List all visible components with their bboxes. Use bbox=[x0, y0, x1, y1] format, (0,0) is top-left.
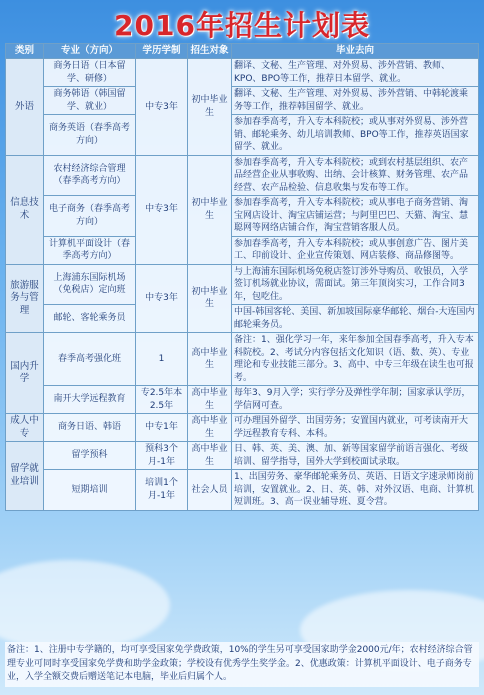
table-row bbox=[6, 196, 479, 237]
destination-cell: 与上海浦东国际机场免税店签订涉外导购员、收银员，入学签订机场就业协议，需面试。第三年顶岗实习，工作合同3年，包吃住。 bbox=[232, 264, 479, 305]
footnote: 备注：1、注册中专学籍的，均可享受国家免学费政策，10%的学生另可享受国家助学金2000元/年；农村经济综合管理专业可同时享受国家免学费和助学金政策；学校设有优秀学生奖学金。2、优惠政策：计算机平面设计、电子商务专业，入学全额交费后赠送笔记本电脑，毕业后归属个人。 bbox=[5, 642, 479, 687]
period-cell: 中专3年 bbox=[136, 155, 188, 264]
major-cell: 短期培训 bbox=[44, 470, 136, 511]
target-cell: 社会人员 bbox=[188, 470, 232, 511]
table-row bbox=[6, 155, 479, 196]
major-cell: 商务韩语（韩国留学、就业） bbox=[44, 87, 136, 115]
table-row bbox=[6, 386, 479, 414]
category-cell: 成人中专 bbox=[6, 414, 44, 442]
period-cell: 培训1个月-1年 bbox=[136, 470, 188, 511]
header-target: 招生对象 bbox=[188, 44, 232, 59]
major-cell: 春季高考强化班 bbox=[44, 333, 136, 386]
major-cell: 计算机平面设计（春季高考方向） bbox=[44, 236, 136, 264]
header-period: 学历学制 bbox=[136, 44, 188, 59]
table-row bbox=[6, 414, 479, 442]
destination-cell: 1、出国劳务、豪华邮轮乘务员、英语、日语文字速录师岗前培训，安置就业。2、日、英、韩、对外汉语、电商、计算机短训班。3、高一误业辅导班、夏令营。 bbox=[232, 470, 479, 511]
major-cell: 商务日语（日本留学、研修） bbox=[44, 59, 136, 87]
major-cell: 农村经济综合管理（春季高考方向） bbox=[44, 155, 136, 196]
major-cell: 商务英语（春季高考方向） bbox=[44, 115, 136, 156]
enrollment-table bbox=[5, 43, 479, 511]
cloud bbox=[0, 560, 170, 650]
target-cell: 高中毕业生 bbox=[188, 442, 232, 470]
destination-cell: 备注：1、强化学习一年，来年参加全国春季高考，升入专本科院校。2、考试分内容包括文化知识（语、数、英）、专业理论和专业技能三部分。3、高中、中专三年级在读生也可报考。 bbox=[232, 333, 479, 386]
page-title: 2016年招生计划表 bbox=[114, 9, 370, 42]
destination-cell: 可办理国外留学、出国劳务；安置国内就业，可考读南开大学远程教育专科、本科。 bbox=[232, 414, 479, 442]
major-cell: 南开大学远程教育 bbox=[44, 386, 136, 414]
category-cell: 留学就业培训 bbox=[6, 442, 44, 511]
major-cell: 留学预科 bbox=[44, 442, 136, 470]
major-cell: 商务日语、韩语 bbox=[44, 414, 136, 442]
destination-cell: 参加春季高考，升入专本科院校；或到农村基层组织、农产品经营企业从事收购、出纳、会计核算、财务管理、农产品经营、农产品检验、信息收集与发布等工作。 bbox=[232, 155, 479, 196]
destination-cell: 翻译、文秘、生产管理、对外贸易、涉外营销、中韩轮渡乘务等工作，推荐韩国留学、就业。 bbox=[232, 87, 479, 115]
destination-cell: 参加春季高考，升入专本科院校；或从事创意广告、图片美工、印前设计、企业宣传策划、网店装修、商品修图等。 bbox=[232, 236, 479, 264]
major-cell: 电子商务（春季高考方向） bbox=[44, 196, 136, 237]
category-cell: 外语 bbox=[6, 59, 44, 156]
destination-cell: 翻译、文秘、生产管理、对外贸易、涉外营销、教师、KPO、BPO等工作，推荐日本留学、就业。 bbox=[232, 59, 479, 87]
period-cell: 专2.5年本2.5年 bbox=[136, 386, 188, 414]
target-cell: 高中毕业生 bbox=[188, 414, 232, 442]
category-cell: 信息技术 bbox=[6, 155, 44, 264]
table-header bbox=[6, 44, 479, 59]
table-row bbox=[6, 305, 479, 333]
header-major: 专业（方向） bbox=[44, 44, 136, 59]
major-cell: 上海浦东国际机场（免税店）定向班 bbox=[44, 264, 136, 305]
destination-cell: 参加春季高考，升入专本科院校；或从事对外贸易、涉外营销、邮轮乘务、幼儿培训教师、BPO等工作，推荐英语国家留学、就业。 bbox=[232, 115, 479, 156]
category-cell: 国内升学 bbox=[6, 333, 44, 414]
table-row bbox=[6, 59, 479, 87]
major-cell: 邮轮、客轮乘务员 bbox=[44, 305, 136, 333]
table-row bbox=[6, 115, 479, 156]
destination-cell: 参加春季高考，升入专本科院校；或从事电子商务营销、淘宝网店设计、淘宝店铺运营；与阿里巴巴、天猫、淘宝、慧聪网等网络店铺合作，淘宝营销客服人员。 bbox=[232, 196, 479, 237]
target-cell: 高中毕业生 bbox=[188, 333, 232, 386]
destination-cell: 日、韩、英、美、澳、加、新等国家留学前语言强化、考级培训、留学指导，国外大学到校面试录取。 bbox=[232, 442, 479, 470]
header-category: 类别 bbox=[6, 44, 44, 59]
period-cell: 预科3个月-1年 bbox=[136, 442, 188, 470]
period-cell: 1 bbox=[136, 333, 188, 386]
target-cell: 初中毕业生 bbox=[188, 264, 232, 333]
table-row bbox=[6, 333, 479, 386]
period-cell: 中专3年 bbox=[136, 264, 188, 333]
category-cell: 旅游服务与管理 bbox=[6, 264, 44, 333]
destination-cell: 每年3、9月入学；实行学分及弹性学年制；国家承认学历，学信网可查。 bbox=[232, 386, 479, 414]
destination-cell: 中国-韩国客轮、美国、新加坡国际豪华邮轮、烟台-大连国内邮轮乘务员。 bbox=[232, 305, 479, 333]
header-destination: 毕业去向 bbox=[232, 44, 479, 59]
period-cell: 中专1年 bbox=[136, 414, 188, 442]
table-row bbox=[6, 236, 479, 264]
target-cell: 初中毕业生 bbox=[188, 59, 232, 156]
table-row bbox=[6, 264, 479, 305]
table-row bbox=[6, 442, 479, 470]
target-cell: 初中毕业生 bbox=[188, 155, 232, 264]
table-row bbox=[6, 470, 479, 511]
table-row bbox=[6, 87, 479, 115]
target-cell: 高中毕业生 bbox=[188, 386, 232, 414]
period-cell: 中专3年 bbox=[136, 59, 188, 156]
